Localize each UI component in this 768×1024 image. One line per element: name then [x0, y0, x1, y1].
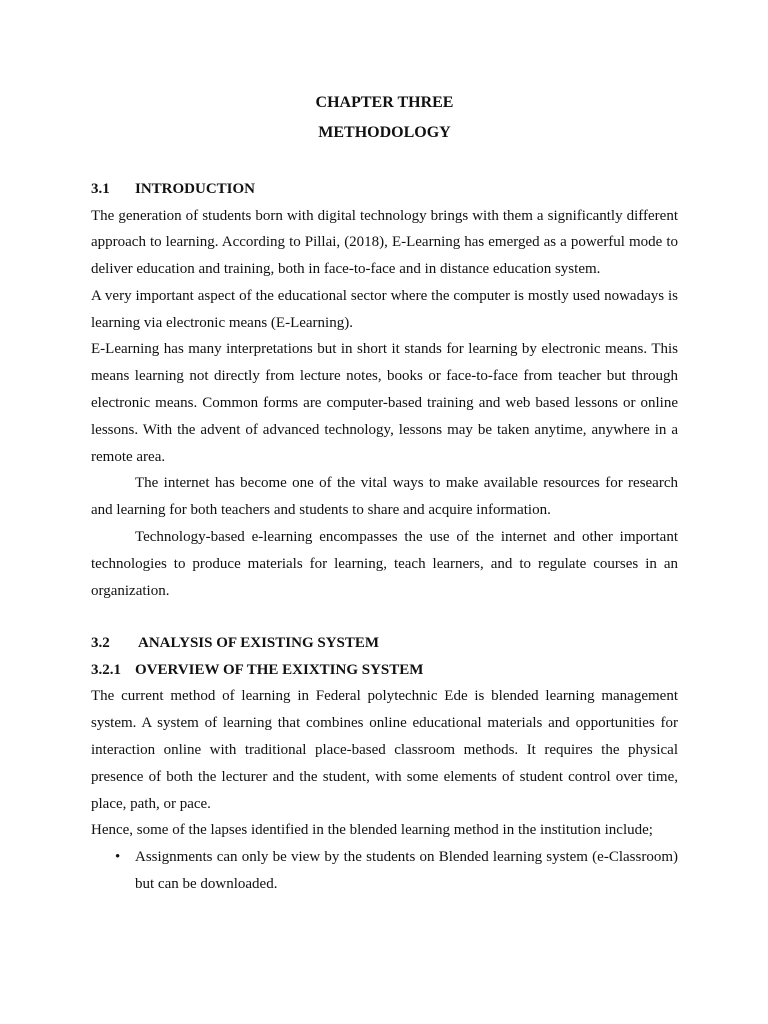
intro-paragraph-4: The internet has become one of the vital ways to make available resources for research and learning for both teachers and students to share and acquire information. — [91, 475, 678, 519]
intro-paragraph-1: The generation of students born with digital technology brings with them a significantly different approach to learning. According to Pillai, (2018), E-Learning has emerged as a powerful mode to deliver education and training, both in face-to-face and in distance education system. — [91, 207, 678, 278]
chapter-label: CHAPTER THREE — [315, 94, 454, 111]
section-heading-introduction — [91, 176, 678, 203]
lapses-list — [91, 844, 678, 898]
document-page — [91, 88, 678, 898]
intro-paragraph-5: Technology-based e-learning encompasses the use of the internet and other important technologies to produce materials for learning, teach learners, and to regulate courses in an organization. — [91, 529, 678, 599]
list-item-text: Assignments can only be view by the students on Blended learning system (e-Classroom) but can be downloaded. — [135, 849, 678, 893]
overview-paragraph-2: Hence, some of the lapses identified in the blended learning method in the institution include; — [91, 822, 653, 839]
chapter-title: METHODOLOGY — [318, 124, 451, 141]
intro-paragraph-3: E-Learning has many interpretations but in short it stands for learning by electronic means. This means learning not directly from lecture notes, books or face-to-face from teacher but through electronic means. Common forms are computer-based training and web based lessons or online lessons. With the advent of advanced technology, lessons may be taken anytime, anywhere in a remote area. — [91, 341, 678, 465]
section-number: 3.2.1 — [91, 661, 121, 678]
list-item — [91, 844, 678, 898]
section-title: ANALYSIS OF EXISTING SYSTEM — [138, 635, 380, 652]
intro-paragraph-2: A very important aspect of the educational sector where the computer is mostly used nowadays is learning via electronic means (E-Learning). — [91, 287, 678, 331]
section-title: INTRODUCTION — [135, 181, 256, 197]
section-heading-analysis — [91, 630, 678, 657]
section-title: OVERVIEW OF THE EXIXTING SYSTEM — [135, 661, 424, 678]
bullet-icon: • — [115, 849, 121, 866]
overview-paragraph-1: The current method of learning in Federal polytechnic Ede is blended learning management system. A system of learning that combines online educational materials and opportunities for interaction online with traditional place-based classroom methods. It requires the physical presence of both the lecturer and the student, with some elements of student control over time, place, path, or pace. — [91, 688, 678, 812]
section-number: 3.2 — [91, 635, 110, 652]
section-number: 3.1 — [91, 181, 110, 197]
section-heading-overview — [91, 657, 678, 684]
